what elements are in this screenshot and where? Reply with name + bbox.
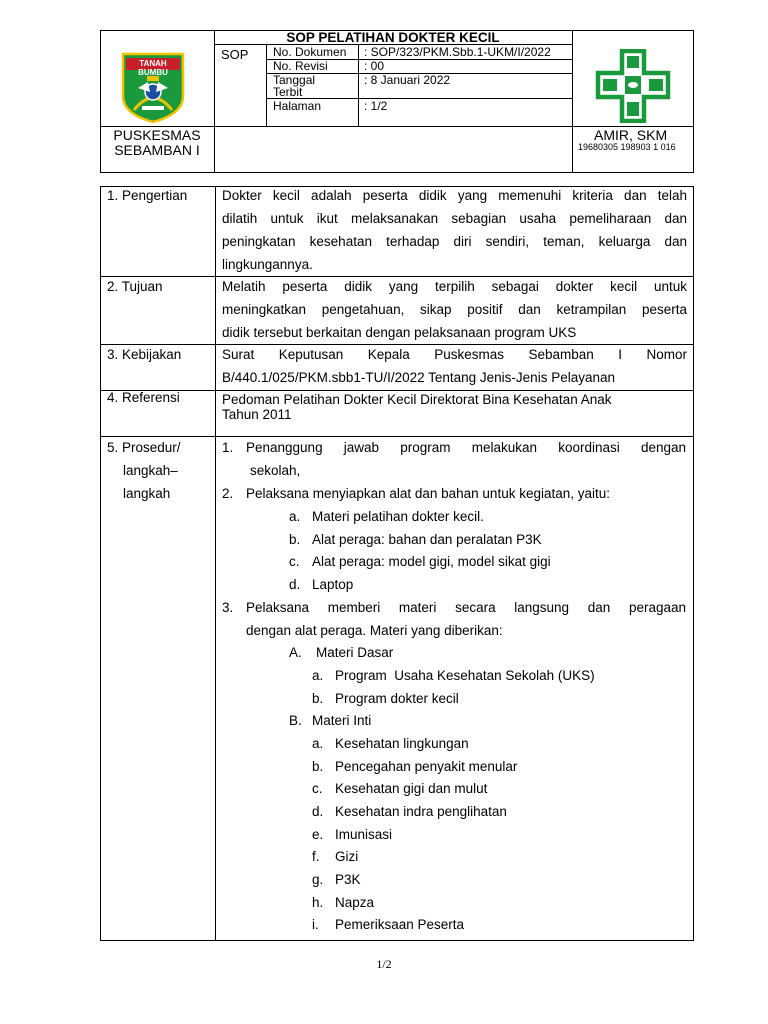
meta-key-revisi: No. Revisi <box>273 59 328 73</box>
list-item: Imunisasi <box>335 827 393 842</box>
referensi-line: Pedoman Pelatihan Dokter Kecil Direktorat Bina Kesehatan Anak <box>222 392 612 407</box>
list-marker: e. <box>312 827 324 842</box>
meta-value-halaman: : 1/2 <box>364 99 388 113</box>
kebijakan-line: B/440.1/025/PKM.sbb1-TU/I/2022 Tentang Jenis-Jenis Pelayanan <box>222 370 615 385</box>
list-item: Materi pelatihan dokter kecil. <box>312 509 484 524</box>
list-marker: c. <box>312 781 323 796</box>
divider <box>100 390 694 391</box>
step-number: 2. <box>222 486 234 501</box>
list-marker: a. <box>312 736 324 751</box>
step-number: 1. <box>222 440 234 455</box>
org-name-line2: SEBAMBAN I <box>114 142 200 158</box>
section-label-referensi: 4. Referensi <box>107 390 180 405</box>
list-item: Program Usaha Kesehatan Sekolah (UKS) <box>335 668 595 683</box>
signer-name: AMIR, SKM <box>594 127 668 143</box>
divider <box>214 30 215 173</box>
list-marker: a. <box>312 668 324 683</box>
document-title: SOP PELATIHAN DOKTER KECIL <box>286 30 500 45</box>
divider <box>358 44 359 126</box>
group-marker: A. <box>289 645 302 660</box>
list-item: Napza <box>335 895 375 910</box>
list-item: Kesehatan indra penglihatan <box>335 804 507 819</box>
meta-key-halaman: Halaman <box>273 99 322 113</box>
list-item: Kesehatan gigi dan mulut <box>335 781 488 796</box>
list-item: P3K <box>335 872 361 887</box>
list-item: Gizi <box>335 849 359 864</box>
pengertian-line: lingkungannya. <box>222 257 313 272</box>
list-marker: f. <box>312 849 320 864</box>
tujuan-line: Melatih peserta didik yang terpilih sebagai dokter kecil untuk <box>222 279 687 294</box>
list-marker: g. <box>312 872 324 887</box>
section-label-prosedur: langkah <box>123 486 171 501</box>
meta-value-revisi: : 00 <box>364 59 385 73</box>
meta-value-tanggal: : 8 Januari 2022 <box>364 73 451 87</box>
list-item: Pencegahan penyakit menular <box>335 759 518 774</box>
list-marker: b. <box>312 759 324 774</box>
list-marker: d. <box>289 577 301 592</box>
divider <box>215 186 216 941</box>
list-marker: d. <box>312 804 324 819</box>
divider <box>572 30 573 173</box>
list-item: Alat peraga: bahan dan peralatan P3K <box>312 532 542 547</box>
referensi-line: Tahun 2011 <box>222 407 292 422</box>
list-marker: c. <box>289 554 300 569</box>
list-item: Pemeriksaan Peserta <box>335 917 465 932</box>
list-item: Laptop <box>312 577 354 592</box>
pengertian-line: Dokter kecil adalah peserta didik yang memenuhi kriteria dan telah <box>222 188 687 203</box>
step-text: Pelaksana menyiapkan alat dan bahan untuk kegiatan, yaitu: <box>246 486 611 501</box>
sop-label: SOP <box>221 47 249 62</box>
signer-nip: 19680305 198903 1 016 <box>578 142 676 152</box>
step-text: Penanggung jawab program melakukan koordinasi dengan <box>246 440 686 455</box>
section-label-prosedur: langkah– <box>123 463 178 478</box>
section-label-kebijakan: 3. Kebijakan <box>107 347 182 362</box>
kebijakan-line: Surat Keputusan Kepala Puskesmas Sebamban I Nomor <box>222 347 687 362</box>
section-label-pengertian: 1. Pengertian <box>107 188 188 203</box>
step-text: dengan alat peraga. Materi yang diberikan: <box>246 623 503 638</box>
step-number: 3. <box>222 600 234 615</box>
section-label-tujuan: 2. Tujuan <box>107 279 163 294</box>
pengertian-line: peningkatan kesehatan terhadap diri sendiri, teman, keluarga dan <box>222 234 687 249</box>
list-item: Program dokter kecil <box>335 691 459 706</box>
puskesmas-logo <box>594 49 672 123</box>
group-title: Materi Dasar <box>316 645 394 660</box>
tujuan-line: meningkatkan pengetahuan, sikap positif dan ketrampilan peserta <box>222 302 687 317</box>
group-marker: B. <box>289 713 302 728</box>
group-title: Materi Inti <box>312 713 372 728</box>
step-text: Pelaksana memberi materi secara langsung dan peragaan <box>246 600 686 615</box>
list-marker: h. <box>312 895 324 910</box>
meta-key-terbit: Terbit <box>273 85 303 99</box>
page-number: 1/2 <box>376 957 392 971</box>
list-item: Alat peraga: model gigi, model sikat gigi <box>312 554 551 569</box>
pengertian-line: dilatih untuk ikut melaksanakan sebagian usaha pemeliharaan dan <box>222 211 687 226</box>
meta-value-dokumen: : SOP/323/PKM.Sbb.1-UKM/I/2022 <box>364 45 551 59</box>
logo-text: TANAH BUMBU <box>138 59 168 77</box>
org-name-line1: PUSKESMAS <box>113 127 201 143</box>
list-marker: b. <box>312 691 324 706</box>
section-label-prosedur: 5. Prosedur/ <box>107 440 181 455</box>
list-item: Kesehatan lingkungan <box>335 736 469 751</box>
list-marker: a. <box>289 509 301 524</box>
list-marker: b. <box>289 532 301 547</box>
tujuan-line: didik tersebut berkaitan dengan pelaksanaan program UKS <box>222 325 577 340</box>
step-text: sekolah, <box>250 463 301 478</box>
list-marker: i. <box>312 917 319 932</box>
meta-key-tanggal: Tanggal <box>273 73 316 87</box>
divider <box>266 44 267 126</box>
meta-key-dokumen: No. Dokumen <box>273 45 347 59</box>
